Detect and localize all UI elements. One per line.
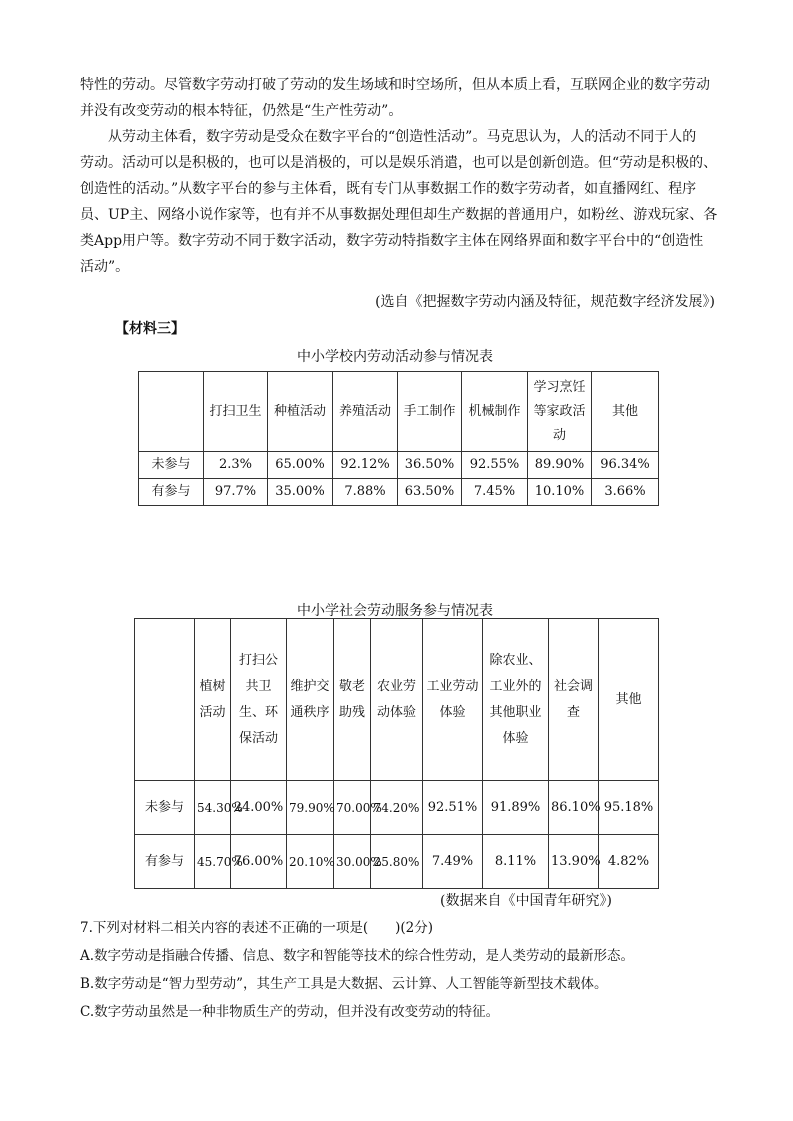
table-cell: 97.7%	[204, 479, 268, 506]
table-cell: 86.10%	[549, 781, 599, 835]
table-cell: 30.00%	[334, 835, 371, 889]
table-row	[135, 835, 659, 889]
table2-title: 中小学社会劳动服务参与情况表	[297, 603, 493, 619]
table-cell: 54.30%	[195, 781, 231, 835]
table-cell: 24.00%	[231, 781, 287, 835]
table-cell: 92.55%	[462, 452, 528, 479]
paragraph-line: 类App用户等。数字劳动不同于数字活动，数字劳动特指数字主体在网络界面和数字平台中的“创造性	[80, 233, 704, 249]
table-cell: 95.18%	[599, 781, 659, 835]
table-cell: 92.51%	[423, 781, 483, 835]
table-cell: 未参与	[135, 781, 195, 835]
table-row	[139, 452, 659, 479]
table-cell: 76.00%	[231, 835, 287, 889]
paragraph-line: 特性的劳动。尽管数字劳动打破了劳动的发生场域和时空场所，但从本质上看，互联网企业的数字劳动	[80, 77, 710, 93]
table-cell: 65.00%	[268, 452, 333, 479]
table-cell: 70.00%	[334, 781, 371, 835]
table-cell: 89.90%	[528, 452, 592, 479]
table-cell: 7.88%	[333, 479, 398, 506]
table-header-cell: 手工制作	[398, 372, 462, 452]
table-cell: 4.82%	[599, 835, 659, 889]
table-cell: 10.10%	[528, 479, 592, 506]
table-cell: 7.49%	[423, 835, 483, 889]
table-header-cell: 敬老助残	[334, 619, 371, 781]
question-option-b: B.数字劳动是“智力型劳动”，其生产工具是大数据、云计算、人工智能等新型技术载体。	[80, 976, 608, 992]
table1	[138, 371, 659, 506]
table-cell: 8.11%	[483, 835, 549, 889]
table-header-cell: 维护交通秩序	[287, 619, 334, 781]
table-cell: 91.89%	[483, 781, 549, 835]
paragraph-line: 并没有改变劳动的根本特征，仍然是“生产性劳动”。	[80, 103, 403, 119]
table-header-cell: 植树活动	[195, 619, 231, 781]
material-label: 【材料三】	[115, 321, 185, 337]
paragraph-line: 活动”。	[80, 259, 130, 275]
table-header-cell: 种植活动	[268, 372, 333, 452]
table-header-cell: 社会调查	[549, 619, 599, 781]
table-cell: 20.10%	[287, 835, 334, 889]
table-header-cell: 其他	[592, 372, 659, 452]
table-header-cell	[139, 372, 204, 452]
table-header-cell	[135, 619, 195, 781]
question-option-c: C.数字劳动虽然是一种非物质生产的劳动，但并没有改变劳动的特征。	[80, 1004, 500, 1020]
table1-title: 中小学校内劳动活动参与情况表	[297, 349, 493, 365]
paragraph-2	[80, 124, 720, 280]
table-cell: 7.45%	[462, 479, 528, 506]
table-cell: 35.00%	[268, 479, 333, 506]
table-header-cell: 农业劳动体验	[371, 619, 423, 781]
table-header-cell: 除农业、工业外的其他职业体验	[483, 619, 549, 781]
table-cell: 有参与	[139, 479, 204, 506]
source-note: (选自《把握数字劳动内涵及特征，规范数字经济发展》)	[375, 294, 715, 310]
paragraph-line: 创造性的活动。”从数字平台的参与主体看，既有专门从事数据工作的数字劳动者，如直播网红、程序	[80, 181, 697, 197]
table-cell: 79.90%	[287, 781, 334, 835]
table-row	[135, 781, 659, 835]
question-option-a: A.数字劳动是指融合传播、信息、数字和智能等技术的综合性劳动，是人类劳动的最新形态。	[80, 948, 635, 964]
table-cell: 74.20%	[371, 781, 423, 835]
table-header-cell: 机械制作	[462, 372, 528, 452]
table-header-cell: 打扫公共卫生、环保活动	[231, 619, 287, 781]
paragraph-line: 员、UP主、网络小说作家等，也有并不从事数据处理但却生产数据的普通用户，如粉丝、游戏玩家、各	[80, 207, 718, 223]
table-header-cell: 学习烹饪等家政活动	[528, 372, 592, 452]
table-header-cell: 其他	[599, 619, 659, 781]
table2-header-row	[135, 619, 659, 781]
table-row	[139, 479, 659, 506]
table-cell: 25.80%	[371, 835, 423, 889]
paragraph-1	[80, 72, 720, 124]
table-header-cell: 养殖活动	[333, 372, 398, 452]
paragraph-line: 劳动。活动可以是积极的，也可以是消极的，可以是娱乐消遣，也可以是创新创造。但“劳动是积极的、	[80, 155, 718, 171]
table-cell: 45.70%	[195, 835, 231, 889]
table-header-cell: 打扫卫生	[204, 372, 268, 452]
table-header-cell: 工业劳动体验	[423, 619, 483, 781]
question-stem: 7.下列对材料二相关内容的表述不正确的一项是( )(2分)	[80, 920, 434, 936]
table-cell: 有参与	[135, 835, 195, 889]
table-cell: 36.50%	[398, 452, 462, 479]
data-source-note: (数据来自《中国青年研究》)	[440, 893, 612, 909]
table-cell: 未参与	[139, 452, 204, 479]
table2	[134, 618, 659, 889]
table-cell: 96.34%	[592, 452, 659, 479]
table-cell: 63.50%	[398, 479, 462, 506]
table-cell: 13.90%	[549, 835, 599, 889]
table-cell: 92.12%	[333, 452, 398, 479]
table-cell: 2.3%	[204, 452, 268, 479]
paragraph-line: 从劳动主体看，数字劳动是受众在数字平台的“创造性活动”。马克思认为，人的活动不同于人的	[108, 129, 697, 145]
table1-header-row	[139, 372, 659, 452]
table-cell: 3.66%	[592, 479, 659, 506]
